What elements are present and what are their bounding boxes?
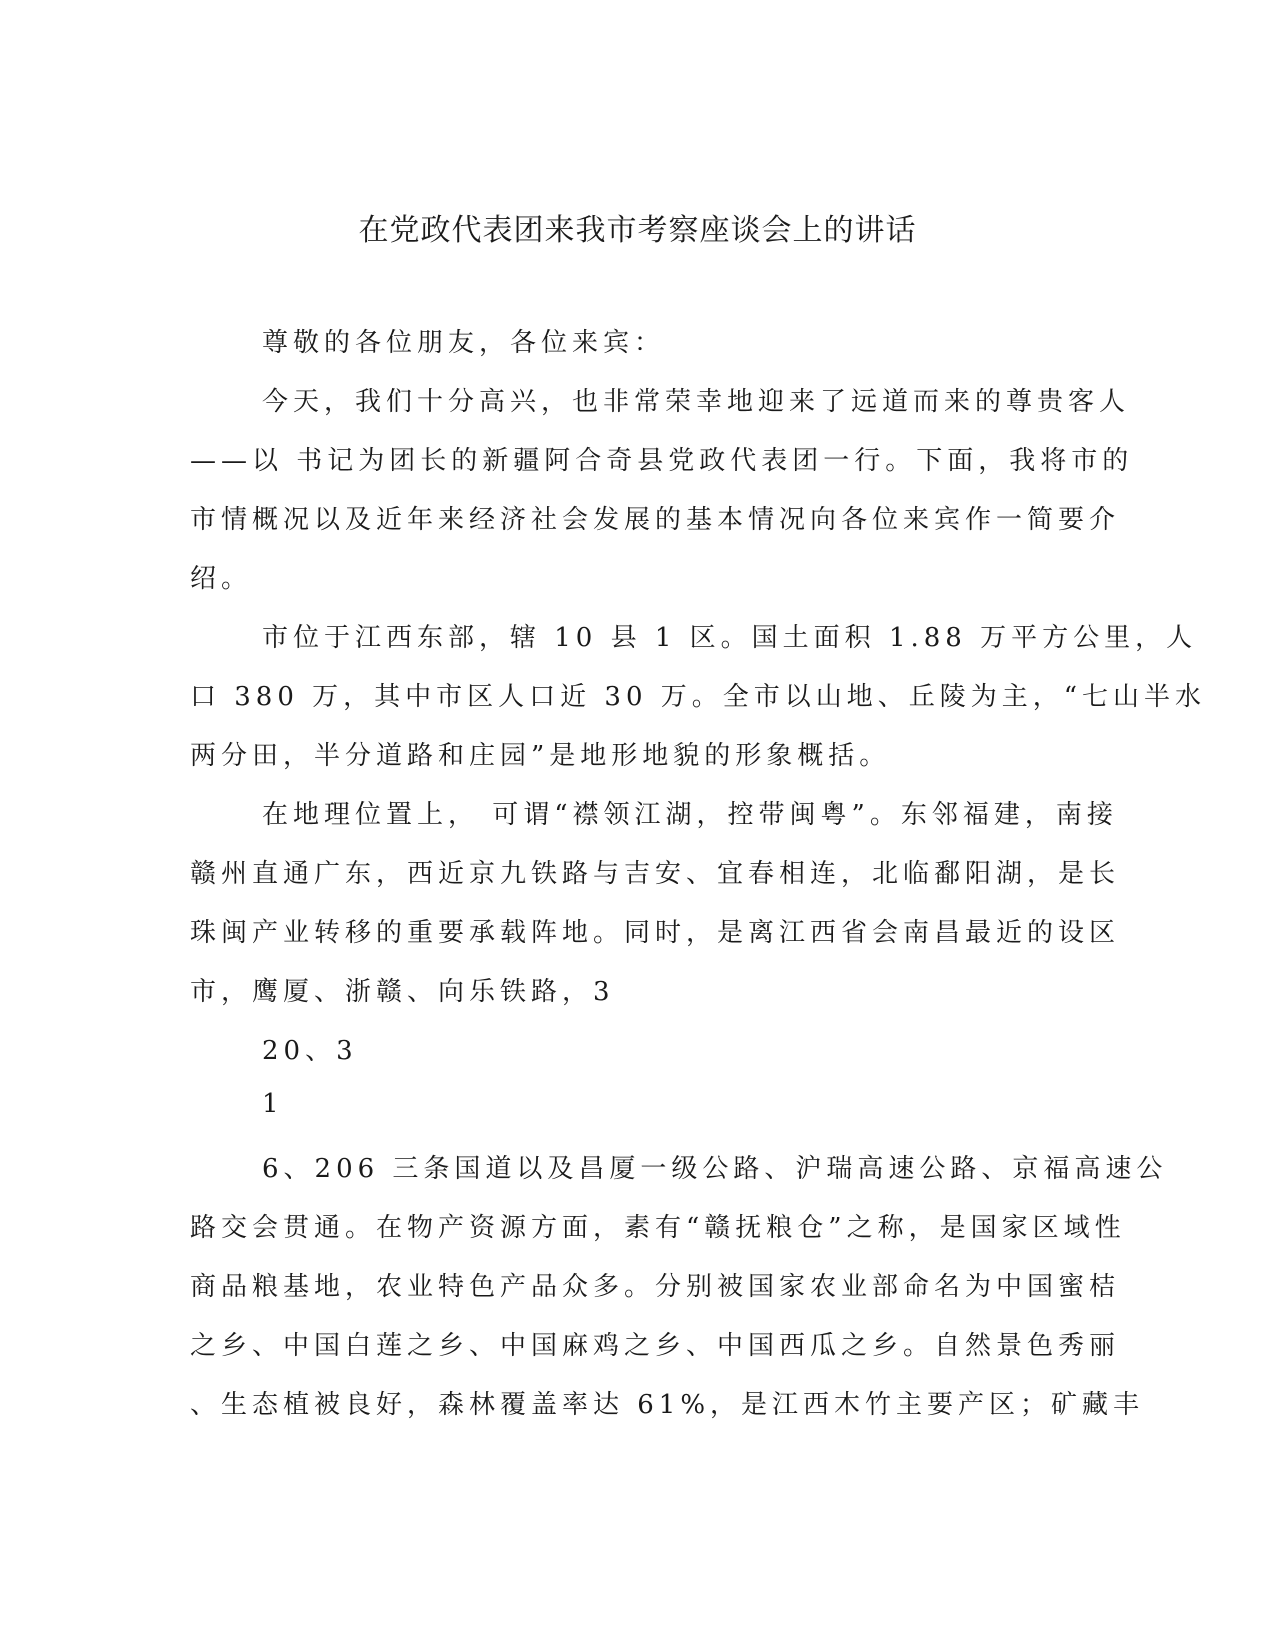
paragraph-line: 在地理位置上， 可谓“襟领江湖，控带闽粤”。东邻福建，南接 <box>262 800 1118 830</box>
paragraph-line: 市位于江西东部，辖 10 县 1 区。国土面积 1.88 万平方公里，人 <box>262 623 1198 653</box>
paragraph-line: 之乡、中国白莲之乡、中国麻鸡之乡、中国西瓜之乡。自然景色秀丽 <box>190 1331 1121 1361</box>
paragraph-line: 两分田，半分道路和庄园”是地形地貌的形象概括。 <box>190 741 891 771</box>
paragraph-line: 绍。 <box>190 564 253 594</box>
paragraph-line: 6、206 三条国道以及昌厦一级公路、沪瑞高速公路、京福高速公 <box>262 1154 1168 1184</box>
paragraph-line: 1 <box>262 1089 284 1119</box>
paragraph-line: 市情概况以及近年来经济社会发展的基本情况向各位来宾作一简要介 <box>190 505 1121 535</box>
paragraph-line: 20、3 <box>262 1036 358 1066</box>
paragraph-line: 市，鹰厦、浙赣、向乐铁路，3 <box>190 977 615 1007</box>
paragraph-line: 路交会贯通。在物产资源方面，素有“赣抚粮仓”之称，是国家区域性 <box>190 1213 1126 1243</box>
paragraph-line: ——以 书记为团长的新疆阿合奇县党政代表团一行。下面，我将市的 <box>190 446 1134 476</box>
paragraph-line: 商品粮基地，农业特色产品众多。分别被国家农业部命名为中国蜜桔 <box>190 1272 1121 1302</box>
paragraph-line: 珠闽产业转移的重要承载阵地。同时，是离江西省会南昌最近的设区 <box>190 918 1121 948</box>
paragraph-line: 今天，我们十分高兴，也非常荣幸地迎来了远道而来的尊贵客人 <box>262 387 1131 417</box>
page-title: 在党政代表团来我市考察座谈会上的讲话 <box>358 213 917 248</box>
paragraph-line: 口 380 万，其中市区人口近 30 万。全市以山地、丘陵为主，“七山半水 <box>190 682 1207 712</box>
paragraph-line: 尊敬的各位朋友，各位来宾： <box>262 328 666 358</box>
paragraph-line: 赣州直通广东，西近京九铁路与吉安、宜春相连，北临鄱阳湖，是长 <box>190 859 1121 889</box>
paragraph-line: 、生态植被良好，森林覆盖率达 61%，是江西木竹主要产区；矿藏丰 <box>190 1390 1145 1420</box>
